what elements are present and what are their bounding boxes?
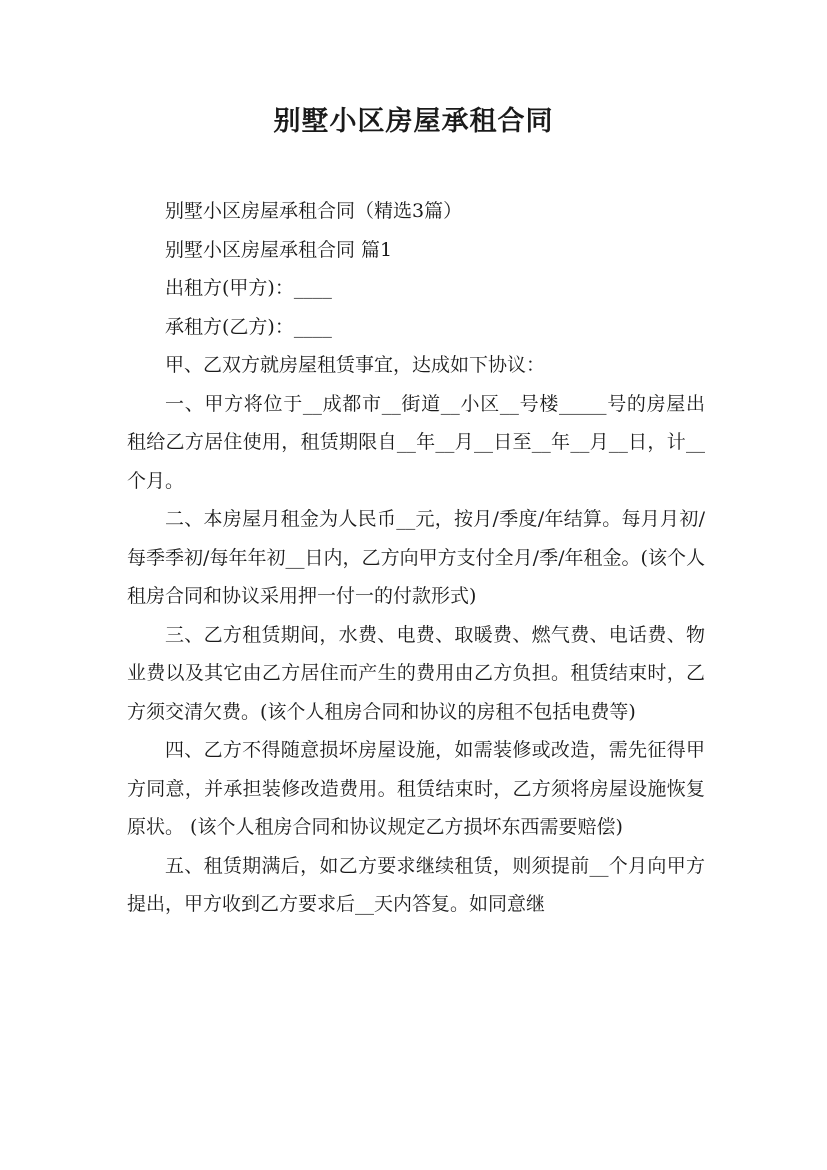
paragraph-subtitle: 别墅小区房屋承租合同（精选3篇） bbox=[165, 200, 463, 222]
document-title: 别墅小区房屋承租合同 bbox=[273, 106, 554, 137]
paragraph-lessor: 出租方(甲方)：____ bbox=[165, 277, 332, 299]
paragraph-clause-5: 五、租赁期满后，如乙方要求继续租赁，则须提前__个月向甲方提出，甲方收到乙方要求后__天内答复。如同意继 bbox=[127, 854, 705, 915]
paragraph-section-heading: 别墅小区房屋承租合同 篇1 bbox=[165, 238, 393, 261]
paragraph-clause-4: 四、乙方不得随意损坏房屋设施，如需装修或改造，需先征得甲方同意，并承担装修改造费用。租赁结束时，乙方须将房屋设施恢复原状。 (该个人租房合同和协议规定乙方损坏东西需要赔偿) bbox=[127, 739, 705, 838]
paragraph-clause-3: 三、乙方租赁期间，水费、电费、取暖费、燃气费、电话费、物业费以及其它由乙方居住而产生的费用由乙方负担。租赁结束时，乙方须交清欠费。(该个人租房合同和协议的房租不包括电费等) bbox=[127, 623, 705, 723]
paragraph-lessee: 承租方(乙方)：____ bbox=[165, 315, 332, 338]
document-body bbox=[127, 192, 705, 924]
paragraph-clause-1: 一、甲方将位于__成都市__街道__小区__号楼_____号的房屋出租给乙方居住使用，租赁期限自__年__月__日至__年__月__日，计__个月。 bbox=[127, 392, 705, 492]
paragraph-agreement-intro: 甲、乙双方就房屋租赁事宜，达成如下协议： bbox=[165, 354, 546, 376]
paragraph-clause-2: 二、本房屋月租金为人民币__元，按月/季度/年结算。每月月初/每季季初/每年年初__日内，乙方向甲方支付全月/季/年租金。(该个人租房合同和协议采用押一付一的付款形式) bbox=[127, 508, 705, 607]
